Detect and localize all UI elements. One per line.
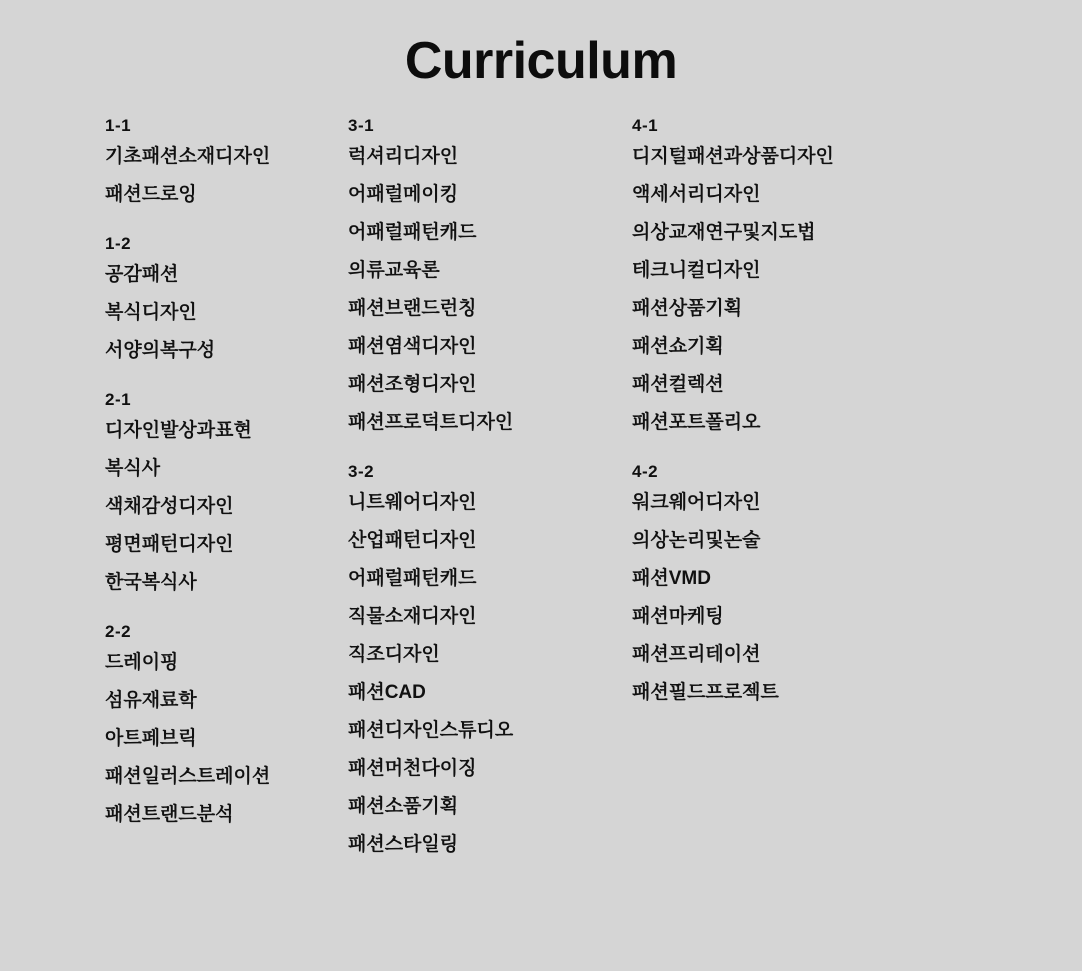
course-item: 니트웨어디자인 <box>348 492 477 514</box>
semester-label: 2-2 <box>105 622 132 642</box>
course-item: 패션필드프로젝트 <box>632 682 779 704</box>
course-item: 복식사 <box>105 458 161 480</box>
course-item: 아트페브릭 <box>105 728 197 750</box>
course-item: 패션VMD <box>632 568 711 590</box>
course-item: 워크웨어디자인 <box>632 492 761 514</box>
course-item: 패션머천다이징 <box>348 758 477 780</box>
curriculum-column-middle <box>348 116 632 854</box>
course-item: 한국복식사 <box>105 572 197 594</box>
semester-group <box>348 116 632 432</box>
course-item: 기초패션소재디자인 <box>105 146 271 168</box>
course-item: 패션조형디자인 <box>348 374 477 396</box>
course-item: 패션상품기획 <box>632 298 743 320</box>
semester-group <box>105 234 348 360</box>
semester-group <box>105 622 348 824</box>
course-item: 패션소품기획 <box>348 796 459 818</box>
semester-label: 4-1 <box>632 116 659 136</box>
course-item: 의상논리및논술 <box>632 530 761 552</box>
semester-label: 3-2 <box>348 462 375 482</box>
course-item: 의상교재연구및지도법 <box>632 222 816 244</box>
semester-group <box>348 462 632 854</box>
course-item: 패션드로잉 <box>105 184 197 206</box>
semester-label: 2-1 <box>105 390 132 410</box>
course-item: 패션브랜드런칭 <box>348 298 477 320</box>
course-item: 패션CAD <box>348 682 426 704</box>
course-item: 패션스타일링 <box>348 834 459 856</box>
semester-group <box>632 462 1082 702</box>
course-item: 어패럴패턴캐드 <box>348 568 477 590</box>
semester-label: 4-2 <box>632 462 659 482</box>
course-item: 공감패션 <box>105 264 179 286</box>
course-item: 액세서리디자인 <box>632 184 761 206</box>
course-item: 직물소재디자인 <box>348 606 477 628</box>
course-item: 패션쇼기획 <box>632 336 724 358</box>
course-item: 섬유재료학 <box>105 690 197 712</box>
course-item: 패션마케팅 <box>632 606 724 628</box>
course-item: 어패럴메이킹 <box>348 184 459 206</box>
course-item: 패션컬렉션 <box>632 374 724 396</box>
semester-label: 3-1 <box>348 116 375 136</box>
semester-label: 1-1 <box>105 116 132 136</box>
page-title: Curriculum <box>404 32 678 90</box>
curriculum-column-right <box>632 116 1082 854</box>
course-item: 패션프리테이션 <box>632 644 761 666</box>
course-item: 패션포트폴리오 <box>632 412 761 434</box>
course-item: 디지털패션과상품디자인 <box>632 146 834 168</box>
course-item: 럭셔리디자인 <box>348 146 459 168</box>
course-item: 서양의복구성 <box>105 340 216 362</box>
course-item: 의류교육론 <box>348 260 440 282</box>
semester-group <box>105 116 348 204</box>
course-item: 색채감성디자인 <box>105 496 234 518</box>
course-item: 테크니컬디자인 <box>632 260 761 282</box>
semester-group <box>105 390 348 592</box>
semester-label: 1-2 <box>105 234 132 254</box>
course-item: 어패럴패턴캐드 <box>348 222 477 244</box>
course-item: 패션트랜드분석 <box>105 804 234 826</box>
curriculum-columns <box>0 92 1082 854</box>
course-item: 패션일러스트레이션 <box>105 766 271 788</box>
course-item: 패션디자인스튜디오 <box>348 720 514 742</box>
course-item: 산업패턴디자인 <box>348 530 477 552</box>
course-item: 복식디자인 <box>105 302 197 324</box>
course-item: 디자인발상과표현 <box>105 420 252 442</box>
course-item: 패션염색디자인 <box>348 336 477 358</box>
course-item: 직조디자인 <box>348 644 440 666</box>
curriculum-column-left <box>0 116 348 854</box>
semester-group <box>632 116 1082 432</box>
course-item: 평면패턴디자인 <box>105 534 234 556</box>
course-item: 패션프로덕트디자인 <box>348 412 514 434</box>
course-item: 드레이핑 <box>105 652 179 674</box>
